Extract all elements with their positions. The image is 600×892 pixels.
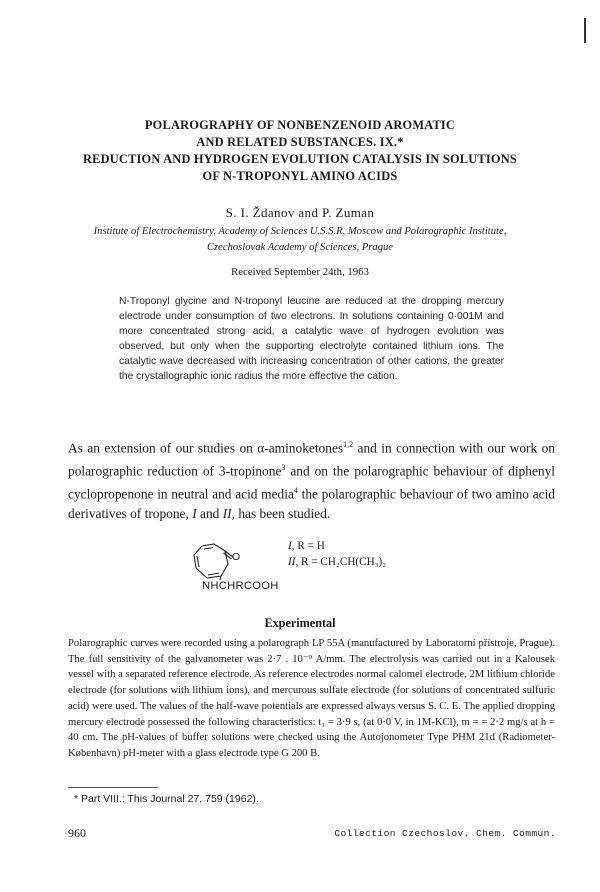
page-number: 960	[68, 826, 86, 840]
title-line: REDUCTION AND HYDROGEN EVOLUTION CATALYSIS IN SOLUTIONS	[83, 152, 517, 166]
intro-text: and in connection with our work on polarographic reduction of 3-tropinone	[68, 440, 555, 479]
compound-formula: , R = CH₂CH(CH₃)₂	[295, 556, 387, 568]
abstract: N-Troponyl glycine and N-troponyl leucine are reduced at the dropping mercury electrode under consumption of two electrons. In solutions containing 0·001M and more concentrated strong acid, a catalytic wave of hydrogen evolution was observed, but only when the supporting electrolyte contained lithium ions. The catalytic wave decreased with increasing concentration of other cations, the greater the crystallographic ionic radius the more effective the cation.	[119, 296, 504, 382]
double-bond	[208, 573, 219, 575]
intro-text: , has been studied.	[231, 506, 331, 522]
compound-ref: I	[192, 506, 197, 522]
article-title	[40, 117, 560, 185]
footnote-divider	[68, 787, 158, 788]
affiliation-line: Institute of Electrochemistry, Academy of Sciences U.S.S.R, Moscow and Polarographic Institute,	[93, 226, 507, 237]
title-line: OF N-TROPONYL AMINO ACIDS	[202, 169, 398, 183]
title-line: POLAROGRAPHY OF NONBENZENOID AROMATIC	[144, 118, 456, 132]
title-line: AND RELATED SUBSTANCES. IX.*	[196, 135, 404, 149]
received-date: Received September 24th, 1963	[231, 266, 369, 278]
affiliation-line: Czechoslovak Academy of Sciences, Prague	[206, 242, 394, 253]
compound-formula: , R = H	[291, 540, 325, 552]
compound-numeral: II	[288, 556, 296, 568]
intro-text: the polarographic behaviour of two amino acid derivatives of tropone,	[68, 486, 555, 522]
compound-ref: II	[222, 506, 232, 522]
journal-name: Collection Czechoslov. Chem. Commun.	[334, 828, 556, 839]
reference-mark: 3	[281, 463, 286, 473]
intro-paragraph	[68, 435, 555, 524]
reference-mark: 4	[293, 486, 298, 496]
intro-text: As an extension of our studies on α-aminoketones	[68, 440, 344, 456]
tropone-ring	[194, 544, 228, 578]
compound-numeral: I	[288, 540, 292, 552]
double-bond	[197, 556, 199, 567]
page-edge-mark	[584, 18, 586, 43]
compound-2-definition	[288, 556, 386, 568]
reference-mark: 1,2	[343, 440, 354, 449]
oxygen-label: O	[232, 551, 241, 563]
section-heading: Experimental	[264, 616, 336, 630]
carbonyl-bond	[224, 553, 232, 559]
substituent-label: NHCHRCOOH	[202, 580, 279, 592]
authors: S. I. Ždanov and P. Zuman	[225, 205, 375, 220]
affiliation	[40, 224, 560, 256]
intro-text: and on the polarographic behaviour of diphenyl cyclopropenone in neutral and acid media	[68, 463, 555, 502]
intro-text: and	[196, 506, 223, 522]
footnote: * Part VIII.: This Journal 27, 759 (1962).	[74, 793, 259, 805]
double-bond	[204, 548, 213, 550]
compound-1-definition	[288, 540, 325, 552]
experimental-paragraph: Polarographic curves were recorded using a polarograph LP 55A (manufactured by Laboratorní přístroje, Prague). The full sensitivity of the galvanometer was 2·7 . 10⁻⁹ A/mm. The electrolysis was carried out in a Kalousek vessel with a separated reference electrode. As reference electrodes normal calomel electrode, 2M lithium chloride electrode (for solutions with lithium ions), and mercurous sulfate electrode (for solutions of concentrated sulfuric acid) were used. The values of the half-wave potentials are expressed always versus S. C. E. The applied dropping mercury electrode possessed the following characteristics: t₁ = 3·9 s, (at 0·0 V, in 1M-KCl), m = = 2·2 mg/s at h = 40 cm. The pH-values of buffer solutions were checked using the Autojonometer Type PHM 21d (Radiometer-København) pH-meter with a glass electrode type G 200 B.	[68, 638, 555, 759]
